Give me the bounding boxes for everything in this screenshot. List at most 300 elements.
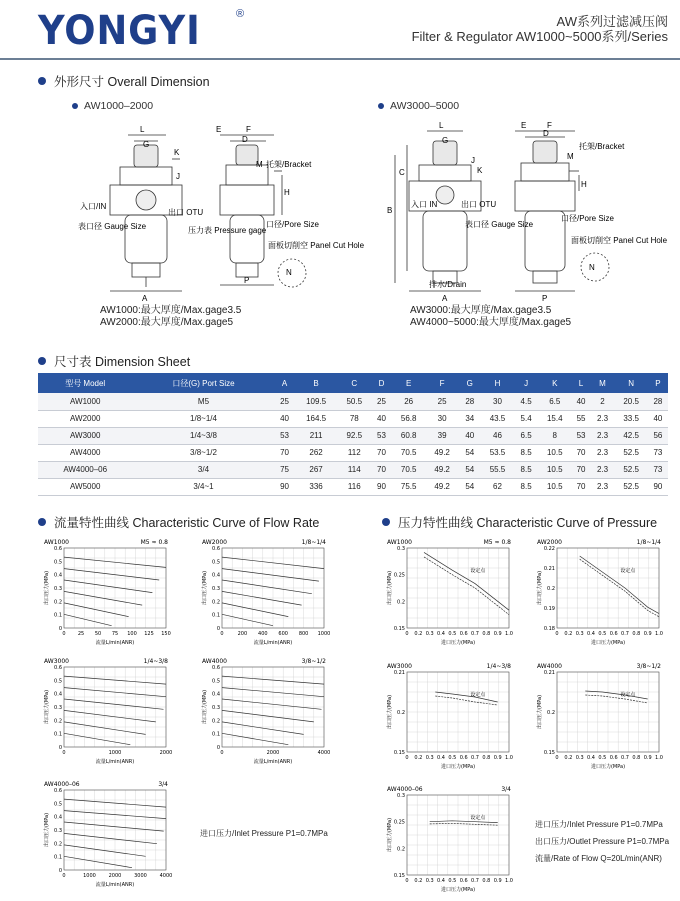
label-gauge-size: 表口径 Gauge Size xyxy=(78,222,147,231)
y-tick-label: 0 xyxy=(216,626,220,632)
table-cell: 5.4 xyxy=(514,410,538,427)
table-header-cell: B xyxy=(295,373,338,393)
table-cell: 70 xyxy=(571,444,590,461)
chart-annotation: 设定点 xyxy=(470,815,486,821)
table-cell: 52.5 xyxy=(614,444,647,461)
y-tick-label: 0.22 xyxy=(543,546,555,552)
chart-port-label: 1/8~1/4 xyxy=(636,539,661,546)
x-tick-label: 1000 xyxy=(317,631,331,637)
x-tick-label: 400 xyxy=(258,631,268,637)
table-row xyxy=(38,444,668,461)
table-row xyxy=(38,393,668,410)
table-cell: 30 xyxy=(481,393,514,410)
table-header-cell: K xyxy=(538,373,571,393)
x-axis-label: 流量L/min(ANR) xyxy=(253,759,293,765)
x-tick-label: 1.0 xyxy=(505,878,513,884)
table-cell: 1/8~1/4 xyxy=(132,410,274,427)
y-tick-label: 0.6 xyxy=(54,665,62,671)
x-tick-label: 0.5 xyxy=(448,878,457,884)
dim-label-b: B xyxy=(387,206,393,215)
table-cell: 2.3 xyxy=(591,461,615,478)
chart-2 xyxy=(42,655,172,765)
x-tick-label: 0.2 xyxy=(564,755,573,761)
table-cell: 262 xyxy=(295,444,338,461)
table-cell: 15.4 xyxy=(538,410,571,427)
dim-label-h: H xyxy=(284,188,290,197)
x-tick-label: 2000 xyxy=(159,750,173,756)
series-line xyxy=(424,557,509,615)
table-cell: 20.5 xyxy=(614,393,647,410)
series-line xyxy=(64,591,142,605)
drawing-aw3000-5000 xyxy=(385,115,675,305)
y-tick-label: 0.2 xyxy=(212,599,220,606)
x-tick-label: 0.9 xyxy=(493,878,502,884)
table-cell: 40 xyxy=(648,410,668,427)
x-tick-label: 0.5 xyxy=(448,631,457,637)
table-cell: 164.5 xyxy=(295,410,338,427)
y-tick-label: 0 xyxy=(58,745,62,751)
label-bracket: 托架/Bracket xyxy=(579,142,625,151)
x-tick-label: 0.8 xyxy=(632,631,641,637)
x-tick-label: 1.0 xyxy=(655,755,663,761)
y-tick-label: 0.18 xyxy=(543,626,555,632)
table-cell: 56.8 xyxy=(392,410,425,427)
dim-label-h: H xyxy=(581,180,587,189)
header-title xyxy=(412,14,668,44)
table-header-cell: G xyxy=(459,373,481,393)
x-tick-label: 0.3 xyxy=(425,878,434,884)
series-line xyxy=(64,699,164,709)
table-cell: 6.5 xyxy=(514,427,538,444)
x-tick-label: 0.5 xyxy=(598,631,607,637)
dim-label-d: D xyxy=(242,135,248,144)
x-tick-label: 3000 xyxy=(134,873,147,879)
chart-9 xyxy=(385,783,515,893)
table-header-cell: D xyxy=(371,373,392,393)
table-row xyxy=(38,461,668,478)
series-line xyxy=(222,699,322,709)
table-cell: 28 xyxy=(648,393,668,410)
y-tick-label: 0.2 xyxy=(547,710,555,716)
table-cell: 3/4~1 xyxy=(132,478,274,495)
dim-label-k: K xyxy=(174,148,180,157)
table-cell: 8.5 xyxy=(514,461,538,478)
x-tick-label: 0 xyxy=(555,631,559,637)
table-cell: 90 xyxy=(275,478,295,495)
label-outlet: 出口 OTU xyxy=(168,208,204,217)
table-cell: 40 xyxy=(459,427,481,444)
table-cell: 54 xyxy=(459,444,481,461)
table-cell: 211 xyxy=(295,427,338,444)
x-tick-label: 0.4 xyxy=(437,878,445,884)
y-tick-label: 0.25 xyxy=(393,819,405,826)
chart-port-label: 3/4 xyxy=(158,781,168,788)
x-tick-label: 0.7 xyxy=(471,755,479,761)
table-cell: 26 xyxy=(392,393,425,410)
x-tick-label: 0.8 xyxy=(632,755,641,761)
series-line xyxy=(222,733,288,744)
table-cell: 40 xyxy=(571,393,590,410)
pressure-conditions: 进口压力/Inlet Pressure P1=0.7MPa 出口压力/Outlet Pressure P1=0.7MPa 流量/Rate of Flow Q=20L/min(ANR) xyxy=(535,820,670,863)
chart-port-label: M5 ≈ 0.8 xyxy=(140,539,168,546)
chart-title: AW4000 xyxy=(537,663,562,670)
dim-label-f: F xyxy=(246,125,251,134)
label-outlet: 出口 OTU xyxy=(461,200,497,209)
bullet-icon xyxy=(38,357,46,365)
x-tick-label: 0.9 xyxy=(493,755,502,761)
y-axis-label: 出口压力(MPa) xyxy=(44,812,50,848)
table-header-cell: A xyxy=(275,373,295,393)
chart-annotation: 设定点 xyxy=(470,692,486,698)
chart-7 xyxy=(385,660,515,770)
y-tick-label: 0.2 xyxy=(397,846,405,853)
table-cell: 52.5 xyxy=(614,461,647,478)
series-line xyxy=(64,710,156,722)
table-cell: 8.5 xyxy=(514,478,538,495)
y-tick-label: 0.1 xyxy=(54,731,62,738)
chart-title: AW1000 xyxy=(387,539,412,546)
x-tick-label: 0.3 xyxy=(425,631,434,637)
brand-logo: YONGYI xyxy=(38,8,201,54)
x-tick-label: 0.4 xyxy=(587,631,595,637)
chart-title: AW2000 xyxy=(202,539,227,546)
x-tick-label: 0.2 xyxy=(414,631,423,637)
x-tick-label: 0 xyxy=(220,631,224,637)
dim-label-p: P xyxy=(542,294,548,303)
table-cell: 112 xyxy=(338,444,371,461)
x-tick-label: 25 xyxy=(77,631,85,637)
label-pore-size: 口径/Pore Size xyxy=(561,214,614,223)
y-tick-label: 0.2 xyxy=(397,599,405,606)
chart-6 xyxy=(535,536,665,646)
x-axis-label: 流量L/min(ANR) xyxy=(95,882,135,888)
label-inlet: 入口 IN xyxy=(411,200,438,209)
table-cell: 90 xyxy=(371,478,392,495)
x-tick-label: 1.0 xyxy=(505,755,513,761)
y-axis-label: 出口压力(MPa) xyxy=(44,570,50,606)
table-cell: AW4000 xyxy=(38,444,132,461)
table-row xyxy=(38,410,668,427)
table-cell: 6.5 xyxy=(538,393,571,410)
x-tick-label: 0.9 xyxy=(493,631,502,637)
y-tick-label: 0.3 xyxy=(212,705,220,711)
dim-label-k: K xyxy=(477,166,483,175)
x-tick-label: 0.7 xyxy=(471,878,479,884)
x-tick-label: 0.4 xyxy=(437,631,445,637)
chart-port-label: 1/4~3/8 xyxy=(143,658,168,665)
table-row xyxy=(38,427,668,444)
table-cell: 70 xyxy=(571,478,590,495)
bullet-icon xyxy=(72,103,78,109)
y-tick-label: 0.15 xyxy=(543,750,555,756)
y-tick-label: 0.3 xyxy=(54,705,62,711)
chart-port-label: 3/8~1/2 xyxy=(636,663,661,670)
registered-mark: ® xyxy=(236,8,245,20)
table-cell: 56 xyxy=(648,427,668,444)
x-tick-label: 0.7 xyxy=(471,631,479,637)
table-cell: 40 xyxy=(371,410,392,427)
dim-label-j: J xyxy=(176,172,180,181)
table-cell: 114 xyxy=(338,461,371,478)
table-cell: 25 xyxy=(425,393,458,410)
series-line xyxy=(430,821,498,823)
y-tick-label: 0 xyxy=(58,868,62,874)
y-tick-label: 0.19 xyxy=(543,606,555,612)
table-cell: AW4000–06 xyxy=(38,461,132,478)
table-cell: 4.5 xyxy=(514,393,538,410)
x-tick-label: 75 xyxy=(111,631,119,637)
x-tick-label: 0.6 xyxy=(459,631,468,637)
y-tick-label: 0.6 xyxy=(212,665,220,671)
series-line xyxy=(222,603,288,617)
table-header-cell: 口径(G) Port Size xyxy=(132,373,274,393)
chart-port-label: 3/4 xyxy=(501,786,511,793)
y-tick-label: 0.3 xyxy=(212,586,220,592)
table-cell: 50.5 xyxy=(338,393,371,410)
header-title-en: Filter & Regulator AW1000~5000系列/Series xyxy=(411,29,668,44)
series-line xyxy=(222,710,314,722)
x-axis-label: 进口压力(MPa) xyxy=(590,640,626,646)
chart-annotation: 设定点 xyxy=(470,568,486,574)
y-tick-label: 0.21 xyxy=(393,670,405,676)
table-cell: 70 xyxy=(371,444,392,461)
y-axis-label: 出口压力(MPa) xyxy=(387,694,393,730)
table-cell: 2.3 xyxy=(591,410,615,427)
table-cell: 30 xyxy=(425,410,458,427)
series-line xyxy=(435,696,497,705)
table-cell: 70.5 xyxy=(392,444,425,461)
y-axis-label: 出口压力(MPa) xyxy=(537,694,543,730)
chart-port-label: 1/8~1/4 xyxy=(301,539,326,546)
y-axis-label: 出口压力(MPa) xyxy=(387,817,393,853)
series-line xyxy=(585,695,647,703)
label-gauge-size: 表口径 Gauge Size xyxy=(465,220,534,229)
dim-label-j: J xyxy=(471,156,475,165)
table-header-cell: M xyxy=(591,373,615,393)
y-tick-label: 0.1 xyxy=(54,854,62,861)
x-tick-label: 2000 xyxy=(108,873,122,879)
label-bracket: 托架/Bracket xyxy=(266,160,312,169)
y-tick-label: 0.2 xyxy=(397,710,405,716)
table-cell: 3/4 xyxy=(132,461,274,478)
table-cell: AW1000 xyxy=(38,393,132,410)
x-tick-label: 0.7 xyxy=(621,755,629,761)
table-cell: 90 xyxy=(648,478,668,495)
table-cell: 3/8~1/2 xyxy=(132,444,274,461)
y-tick-label: 0.5 xyxy=(212,559,220,566)
header-title-cn: AW系列过滤减压阀 xyxy=(556,14,668,29)
y-tick-label: 0.6 xyxy=(212,546,220,552)
dim-label-m: M xyxy=(567,152,574,161)
x-tick-label: 0.6 xyxy=(459,878,468,884)
table-cell: 8.5 xyxy=(514,444,538,461)
table-header-cell: F xyxy=(425,373,458,393)
table-cell: 70.5 xyxy=(392,461,425,478)
y-tick-label: 0.1 xyxy=(212,731,220,738)
y-tick-label: 0.15 xyxy=(393,750,405,756)
table-cell: 40 xyxy=(275,410,295,427)
x-tick-label: 800 xyxy=(298,631,309,637)
x-tick-label: 0.5 xyxy=(598,755,607,761)
y-tick-label: 0.4 xyxy=(54,814,62,821)
table-header-cell: P xyxy=(648,373,668,393)
y-tick-label: 0 xyxy=(216,745,220,751)
y-tick-label: 0.2 xyxy=(54,599,62,606)
x-tick-label: 4000 xyxy=(317,750,331,756)
table-cell: 42.5 xyxy=(614,427,647,444)
y-tick-label: 0.2 xyxy=(54,841,62,848)
x-tick-label: 4000 xyxy=(159,873,173,879)
section-title: 压力特性曲线 Characteristic Curve of Pressure xyxy=(398,516,658,530)
table-cell: 70 xyxy=(371,461,392,478)
series-line xyxy=(222,569,319,582)
table-cell: 43.5 xyxy=(481,410,514,427)
table-cell: AW5000 xyxy=(38,478,132,495)
table-cell: 25 xyxy=(275,393,295,410)
notes-left: AW1000:最大厚度/Max.gage3.5 AW2000:最大厚度/Max.gage5 xyxy=(100,305,242,328)
flow-inlet-note: 进口压力/Inlet Pressure P1=0.7MPa xyxy=(200,829,328,838)
section-title: 尺寸表 Dimension Sheet xyxy=(54,355,191,369)
y-tick-label: 0.5 xyxy=(54,678,62,685)
series-line xyxy=(64,733,130,744)
dim-label-d: D xyxy=(543,129,549,138)
table-cell: 1/4~3/8 xyxy=(132,427,274,444)
dim-label-e: E xyxy=(216,125,222,134)
chart-title: AW3000 xyxy=(387,663,412,670)
series-line xyxy=(580,556,659,614)
table-cell: 53 xyxy=(571,427,590,444)
y-tick-label: 0.15 xyxy=(393,873,405,879)
y-tick-label: 0.4 xyxy=(54,572,62,579)
chart-3 xyxy=(200,655,330,765)
table-cell: 28 xyxy=(459,393,481,410)
x-axis-label: 进口压力(MPa) xyxy=(440,887,476,893)
chart-title: AW4000 xyxy=(202,658,227,665)
dim-label-g: G xyxy=(143,140,150,149)
dim-label-f: F xyxy=(547,121,552,130)
y-tick-label: 0.5 xyxy=(54,559,62,566)
y-tick-label: 0.5 xyxy=(54,801,62,808)
series-line xyxy=(64,580,152,593)
x-tick-label: 0.8 xyxy=(482,755,491,761)
x-tick-label: 1000 xyxy=(108,750,122,756)
bullet-icon xyxy=(382,518,390,526)
dimension-table xyxy=(38,373,668,496)
table-header-cell: H xyxy=(481,373,514,393)
y-tick-label: 0.3 xyxy=(54,828,62,834)
dim-label-e: E xyxy=(521,121,527,130)
table-cell: 2.3 xyxy=(591,478,615,495)
y-tick-label: 0.15 xyxy=(393,626,405,632)
model-label-right: AW3000–5000 xyxy=(378,100,459,112)
notes-right: AW3000:最大厚度/Max.gage3.5 AW4000~5000:最大厚度/Max.gage5 xyxy=(410,305,572,328)
label-drain: 排水/Drain xyxy=(429,280,467,289)
x-tick-label: 50 xyxy=(94,631,102,637)
chart-4 xyxy=(42,778,172,888)
x-axis-label: 流量L/min(ANR) xyxy=(95,759,135,765)
x-tick-label: 100 xyxy=(127,631,137,637)
chart-5 xyxy=(385,536,515,646)
y-tick-label: 0.5 xyxy=(212,678,220,685)
x-tick-label: 0 xyxy=(62,873,66,879)
y-axis-label: 出口压力(MPa) xyxy=(202,689,208,725)
x-tick-label: 0 xyxy=(405,755,409,761)
table-header-cell: J xyxy=(514,373,538,393)
y-tick-label: 0.4 xyxy=(212,572,220,579)
series-line xyxy=(64,822,164,831)
dim-label-m: M xyxy=(256,160,263,169)
table-cell: 54 xyxy=(459,461,481,478)
x-axis-label: 流量L/min(ANR) xyxy=(95,640,135,646)
chart-8 xyxy=(535,660,665,770)
dim-label-a: A xyxy=(442,294,448,303)
section-title: 外形尺寸 Overall Dimension xyxy=(54,75,210,89)
chart-title: AW3000 xyxy=(44,658,69,665)
dim-label-p: P xyxy=(244,276,250,285)
y-tick-label: 0.21 xyxy=(543,566,555,572)
section-flow-curves xyxy=(38,513,319,531)
table-cell: 73 xyxy=(648,444,668,461)
table-cell: 116 xyxy=(338,478,371,495)
table-cell: 25 xyxy=(371,393,392,410)
x-tick-label: 0.8 xyxy=(482,878,491,884)
y-tick-label: 0 xyxy=(58,626,62,632)
table-header-cell: 型号 Model xyxy=(38,373,132,393)
x-axis-label: 进口压力(MPa) xyxy=(440,640,476,646)
table-cell: 10.5 xyxy=(538,444,571,461)
y-tick-label: 0.6 xyxy=(54,788,62,794)
y-tick-label: 0.2 xyxy=(212,718,220,725)
x-tick-label: 0 xyxy=(405,878,409,884)
x-tick-label: 600 xyxy=(278,631,288,637)
x-tick-label: 1.0 xyxy=(505,631,513,637)
table-cell: AW2000 xyxy=(38,410,132,427)
x-tick-label: 0.4 xyxy=(437,755,445,761)
table-cell: 10.5 xyxy=(538,461,571,478)
y-tick-label: 0.25 xyxy=(393,572,405,579)
y-axis-label: 出口压力(MPa) xyxy=(387,570,393,606)
x-tick-label: 0.7 xyxy=(621,631,629,637)
y-tick-label: 0.6 xyxy=(54,546,62,552)
x-tick-label: 0 xyxy=(220,750,224,756)
x-tick-label: 0.3 xyxy=(425,755,434,761)
table-cell: 336 xyxy=(295,478,338,495)
x-axis-label: 进口压力(MPa) xyxy=(440,764,476,770)
x-tick-label: 0.6 xyxy=(609,755,618,761)
table-header-cell: C xyxy=(338,373,371,393)
dim-label-l: L xyxy=(140,125,145,134)
chart-title: AW1000 xyxy=(44,539,69,546)
bullet-icon xyxy=(378,103,384,109)
series-line xyxy=(64,569,159,580)
y-tick-label: 0.4 xyxy=(212,691,220,698)
label-pore-size: 口径/Pore Size xyxy=(266,220,319,229)
x-tick-label: 0.8 xyxy=(482,631,491,637)
dim-label-a: A xyxy=(142,294,148,303)
table-cell: 55.5 xyxy=(481,461,514,478)
y-tick-label: 0.2 xyxy=(54,718,62,725)
bullet-icon xyxy=(38,518,46,526)
x-tick-label: 200 xyxy=(237,631,248,637)
x-tick-label: 0 xyxy=(555,755,559,761)
y-tick-label: 0.1 xyxy=(212,612,220,619)
table-cell: 75 xyxy=(275,461,295,478)
x-tick-label: 150 xyxy=(161,631,171,637)
series-line xyxy=(64,833,157,843)
table-cell: 75.5 xyxy=(392,478,425,495)
y-tick-label: 0.3 xyxy=(54,586,62,592)
chart-title: AW4000–06 xyxy=(44,781,80,788)
